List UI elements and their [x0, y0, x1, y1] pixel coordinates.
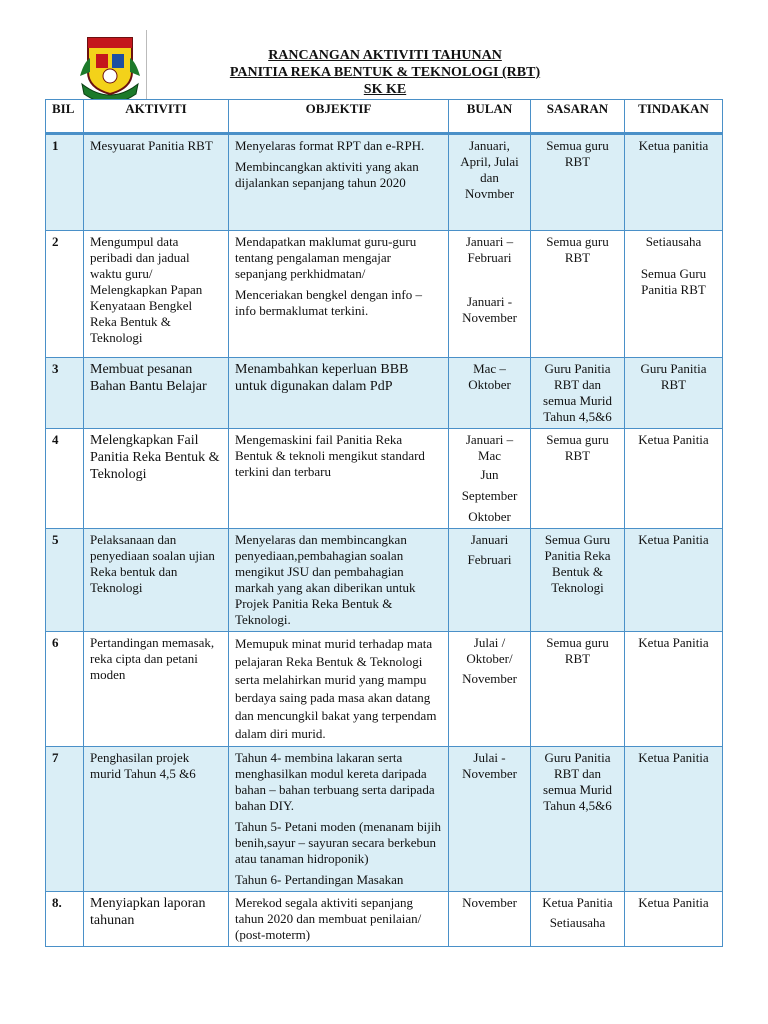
objektif-text: Menyelaras format RPT dan e-RPH. [235, 138, 425, 153]
table-row [46, 231, 723, 358]
bulan-text: Jun [480, 467, 499, 482]
objektif-text: Tahun 4- membina lakaran serta menghasilkan modul kereta daripada bahan – bahan terbuang serta daripada bahan DIY. [235, 750, 435, 813]
aktiviti-cell: Menyiapkan laporan tahunan [84, 892, 229, 947]
table-row [46, 358, 723, 429]
table-row [46, 429, 723, 529]
objektif-text: Merekod segala aktiviti sepanjang tahun 2020 dan membuat penilaian/ (post-moterm) [235, 895, 422, 942]
bulan-text: September [461, 488, 518, 503]
table-header-row [46, 100, 723, 134]
table-row [46, 747, 723, 892]
objektif-cell [229, 134, 449, 231]
school-crest-logo [76, 32, 144, 106]
objektif-text: Mengemaskini fail Panitia Reka Bentuk & teknoli mengikut standard terkini dan terbaru [235, 432, 425, 479]
bulan-cell [449, 892, 531, 947]
objektif-cell [229, 429, 449, 529]
sasaran-text: Semua guru RBT [546, 234, 609, 265]
sasaran-text: Guru Panitia RBT dan semua Murid Tahun 4,5&6 [543, 750, 612, 813]
bil-cell: 1 [46, 134, 84, 231]
bulan-cell [449, 529, 531, 632]
sasaran-cell [531, 632, 625, 747]
sasaran-cell [531, 892, 625, 947]
column-header-bil: BIL [46, 100, 84, 134]
objektif-cell [229, 529, 449, 632]
table-row [46, 892, 723, 947]
objektif-text: Memupuk minat murid terhadap mata pelajaran Reka Bentuk & Teknologi serta melahirkan murid yang mampu berdaya saing pada masa akan datang dan mencungkil bakat yang terpendam dalam diri murid. [235, 636, 437, 741]
bulan-cell [449, 231, 531, 358]
sasaran-text: Guru Panitia RBT dan semua Murid Tahun 4,5&6 [543, 361, 612, 424]
sasaran-cell [531, 747, 625, 892]
objektif-cell [229, 231, 449, 358]
activity-plan-table [45, 99, 723, 947]
tindakan-text: Ketua Panitia [638, 635, 709, 650]
sasaran-cell [531, 429, 625, 529]
bulan-cell [449, 134, 531, 231]
header-divider [146, 30, 147, 100]
aktiviti-cell: Melengkapkan Fail Panitia Reka Bentuk & Teknologi [84, 429, 229, 529]
objektif-cell [229, 892, 449, 947]
aktiviti-cell: Pertandingan memasak, reka cipta dan petani moden [84, 632, 229, 747]
tindakan-text: Ketua Panitia [638, 750, 709, 765]
bulan-text: Julai - November [462, 750, 517, 781]
sasaran-cell [531, 358, 625, 429]
tindakan-cell [625, 231, 723, 358]
bil-cell: 8. [46, 892, 84, 947]
bulan-text: Oktober [468, 509, 511, 524]
tindakan-text: Semua Guru Panitia RBT [640, 266, 707, 297]
tindakan-cell [625, 632, 723, 747]
tindakan-text: Setiausaha [645, 234, 702, 249]
column-header-aktiviti: AKTIVITI [84, 100, 229, 134]
aktiviti-cell: Mengumpul data peribadi dan jadual waktu guru/ Melengkapkan Papan Kenyataan Bengkel Reka Bentuk & Teknologi [84, 231, 229, 358]
column-header-objektif: OBJEKTIF [229, 100, 449, 134]
tindakan-text: Ketua Panitia [638, 432, 709, 447]
column-header-bulan: BULAN [449, 100, 531, 134]
bil-cell: 7 [46, 747, 84, 892]
aktiviti-cell: Membuat pesanan Bahan Bantu Belajar [84, 358, 229, 429]
tindakan-text: Ketua Panitia [638, 895, 709, 910]
sasaran-text: Semua guru RBT [546, 635, 609, 666]
bulan-text: Januari – Februari [465, 234, 514, 265]
sasaran-cell [531, 231, 625, 358]
objektif-text: Menceriakan bengkel dengan info – info bermaklumat terkini. [235, 287, 422, 318]
bulan-text: November [462, 671, 517, 686]
objektif-text: Mendapatkan maklumat guru-guru tentang pengalaman mengajar sepanjang perkhidmatan/ [235, 234, 417, 281]
objektif-text: Tahun 6- Pertandingan Masakan [235, 872, 404, 887]
aktiviti-cell: Pelaksanaan dan penyediaan soalan ujian Reka bentuk dan Teknologi [84, 529, 229, 632]
bulan-text: November [462, 895, 517, 910]
sasaran-text: Semua guru RBT [546, 138, 609, 169]
bil-cell: 4 [46, 429, 84, 529]
bulan-text: Januari, April, Julai dan Novmber [460, 138, 519, 201]
bulan-cell [449, 429, 531, 529]
bulan-cell [449, 358, 531, 429]
column-header-tindakan: TINDAKAN [625, 100, 723, 134]
aktiviti-cell: Penghasilan projek murid Tahun 4,5 &6 [84, 747, 229, 892]
bulan-text: Januari – Mac [465, 432, 514, 463]
document-title: RANCANGAN AKTIVITI TAHUNAN [268, 48, 502, 63]
tindakan-cell [625, 529, 723, 632]
objektif-cell [229, 747, 449, 892]
aktiviti-cell: Mesyuarat Panitia RBT [84, 134, 229, 231]
tindakan-text: Guru Panitia RBT [640, 361, 707, 392]
table-row [46, 632, 723, 747]
bil-cell: 3 [46, 358, 84, 429]
bulan-text: Mac – Oktober [468, 361, 511, 392]
objektif-text: Membincangkan aktiviti yang akan dijalankan sepanjang tahun 2020 [235, 159, 419, 190]
objektif-text: Tahun 5- Petani moden (menanam bijih benih,sayur – sayuran secara berkebun atau tanaman hidroponik) [235, 819, 441, 866]
objektif-cell [229, 632, 449, 747]
tindakan-text: Ketua Panitia [638, 532, 709, 547]
sasaran-cell [531, 134, 625, 231]
tindakan-cell [625, 429, 723, 529]
sasaran-cell [531, 529, 625, 632]
bulan-text: Januari - November [462, 294, 517, 325]
bil-cell: 6 [46, 632, 84, 747]
bulan-text: Februari [467, 552, 512, 567]
bulan-text: Januari [470, 532, 509, 547]
bulan-text: Julai / Oktober/ [466, 635, 513, 666]
tindakan-cell [625, 747, 723, 892]
objektif-cell [229, 358, 449, 429]
bulan-cell [449, 747, 531, 892]
sasaran-text: Setiausaha [549, 915, 606, 930]
sasaran-text: Ketua Panitia [542, 895, 613, 910]
objektif-text: Menambahkan keperluan BBB untuk digunakan dalam PdP [235, 362, 409, 394]
sasaran-text: Semua guru RBT [546, 432, 609, 463]
school-name: SK KE [363, 82, 407, 97]
sasaran-text: Semua Guru Panitia Reka Bentuk & Teknologi [544, 532, 611, 595]
table-row [46, 134, 723, 231]
bil-cell: 2 [46, 231, 84, 358]
tindakan-text: Ketua panitia [638, 138, 709, 153]
bil-cell: 5 [46, 529, 84, 632]
tindakan-cell [625, 358, 723, 429]
objektif-text: Menyelaras dan membincangkan penyediaan,pembahagian soalan mengikut JSU dan pembahagian markah yang akan diberikan untuk Projek Panitia Reka Bentuk & Teknologi. [235, 532, 416, 627]
column-header-sasaran: SASARAN [531, 100, 625, 134]
tindakan-cell [625, 892, 723, 947]
bulan-cell [449, 632, 531, 747]
table-row [46, 529, 723, 632]
tindakan-cell [625, 134, 723, 231]
document-subtitle: PANITIA REKA BENTUK & TEKNOLOGI (RBT) [229, 65, 541, 80]
